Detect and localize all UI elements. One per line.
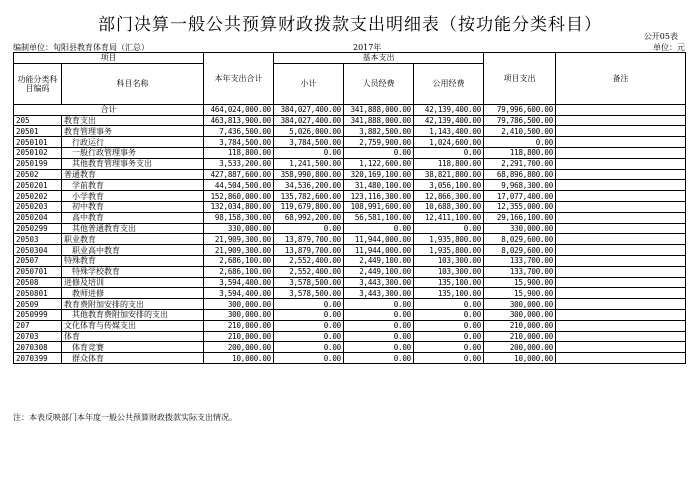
row-public: 103,300.00 [414, 266, 484, 277]
row-name: 其他教育管理事务支出 [62, 158, 204, 169]
row-code: 2050202 [14, 191, 62, 202]
row-total: 152,860,000.00 [204, 191, 274, 202]
row-project: 210,000.00 [484, 320, 556, 331]
row-name: 初中教育 [62, 201, 204, 212]
row-public: 3,056,100.00 [414, 180, 484, 191]
table-row [14, 201, 686, 212]
row-code: 2050304 [14, 245, 62, 256]
row-personnel: 320,169,100.00 [344, 169, 414, 180]
row-personnel: 11,944,000.00 [344, 234, 414, 245]
row-public: 12,411,100.00 [414, 212, 484, 223]
row-remarks [556, 245, 686, 256]
header-public: 公用经费 [414, 63, 484, 104]
table-row [14, 137, 686, 148]
row-project: 79,786,500.00 [484, 115, 556, 126]
total-amount: 464,024,000.00 [204, 104, 274, 115]
table-row [14, 147, 686, 158]
row-personnel: 2,449,100.00 [344, 255, 414, 266]
row-total: 210,000.00 [204, 331, 274, 342]
row-subtotal: 0.00 [274, 342, 344, 353]
row-code: 2050999 [14, 309, 62, 320]
table-row [14, 299, 686, 310]
row-name: 文化体育与传媒支出 [62, 320, 204, 331]
row-code: 2050801 [14, 288, 62, 299]
row-code: 2070399 [14, 353, 62, 364]
row-name: 体育竞赛 [62, 342, 204, 353]
row-public: 135,100.00 [414, 277, 484, 288]
row-remarks [556, 299, 686, 310]
table-row [14, 277, 686, 288]
row-total: 210,000.00 [204, 320, 274, 331]
row-total: 21,909,300.00 [204, 234, 274, 245]
row-public: 103,300.00 [414, 255, 484, 266]
row-project: 8,029,600.00 [484, 234, 556, 245]
row-remarks [556, 342, 686, 353]
row-personnel: 0.00 [344, 320, 414, 331]
row-personnel: 0.00 [344, 331, 414, 342]
row-name: 教育管理事务 [62, 126, 204, 137]
header-row-1 [14, 53, 686, 64]
row-total: 3,533,200.00 [204, 158, 274, 169]
row-subtotal: 384,027,400.00 [274, 115, 344, 126]
total-personnel: 341,888,000.00 [344, 104, 414, 115]
footnote: 注：本表反映部门本年度一般公共预算财政拨款实际支出情况。 [13, 413, 237, 422]
row-name: 行政运行 [62, 137, 204, 148]
row-code: 207 [14, 320, 62, 331]
row-remarks [556, 320, 686, 331]
row-code: 2050199 [14, 158, 62, 169]
row-name: 教育支出 [62, 115, 204, 126]
row-project: 10,000.00 [484, 353, 556, 364]
row-subtotal: 1,241,500.00 [274, 158, 344, 169]
row-personnel: 108,991,600.00 [344, 201, 414, 212]
row-project: 133,700.00 [484, 255, 556, 266]
row-personnel: 341,888,000.00 [344, 115, 414, 126]
row-remarks [556, 169, 686, 180]
row-remarks [556, 309, 686, 320]
row-remarks [556, 277, 686, 288]
table-row [14, 331, 686, 342]
row-name: 普通教育 [62, 169, 204, 180]
report-meta [13, 42, 685, 52]
row-remarks [556, 223, 686, 234]
row-remarks [556, 137, 686, 148]
row-subtotal: 0.00 [274, 320, 344, 331]
header-subject: 项目 [14, 53, 204, 64]
row-name: 教师进修 [62, 288, 204, 299]
row-total: 463,813,900.00 [204, 115, 274, 126]
row-public: 118,800.00 [414, 158, 484, 169]
row-project: 330,000.00 [484, 223, 556, 234]
header-code: 功能分类科目编码 [14, 63, 62, 104]
row-public: 0.00 [414, 299, 484, 310]
row-personnel: 2,449,100.00 [344, 266, 414, 277]
row-remarks [556, 126, 686, 137]
row-personnel: 0.00 [344, 342, 414, 353]
row-name: 特殊学校教育 [62, 266, 204, 277]
row-personnel: 31,480,100.00 [344, 180, 414, 191]
row-remarks [556, 255, 686, 266]
row-total: 300,000.00 [204, 299, 274, 310]
row-subtotal: 13,879,700.00 [274, 245, 344, 256]
row-project: 68,896,800.00 [484, 169, 556, 180]
row-subtotal: 0.00 [274, 223, 344, 234]
table-row [14, 191, 686, 202]
row-subtotal: 0.00 [274, 299, 344, 310]
row-code: 2070308 [14, 342, 62, 353]
row-project: 133,700.00 [484, 266, 556, 277]
row-personnel: 3,882,500.00 [344, 126, 414, 137]
table-row [14, 320, 686, 331]
row-public: 1,024,600.00 [414, 137, 484, 148]
row-project: 17,077,400.00 [484, 191, 556, 202]
row-name: 特殊教育 [62, 255, 204, 266]
row-public: 42,139,400.00 [414, 115, 484, 126]
row-remarks [556, 266, 686, 277]
reporting-unit: 编制单位：旬阳县教育体育局（汇总） [13, 43, 149, 52]
table-row [14, 288, 686, 299]
row-project: 300,000.00 [484, 309, 556, 320]
row-project: 2,410,500.00 [484, 126, 556, 137]
expenditure-table [13, 52, 686, 364]
row-project: 300,000.00 [484, 299, 556, 310]
row-code: 2050203 [14, 201, 62, 212]
row-public: 1,143,400.00 [414, 126, 484, 137]
header-project: 项目支出 [484, 53, 556, 105]
row-remarks [556, 331, 686, 342]
total-public: 42,139,400.00 [414, 104, 484, 115]
row-public: 0.00 [414, 320, 484, 331]
row-code: 20501 [14, 126, 62, 137]
total-row [14, 104, 686, 115]
row-code: 20507 [14, 255, 62, 266]
row-public: 0.00 [414, 147, 484, 158]
row-personnel: 123,116,300.00 [344, 191, 414, 202]
row-subtotal: 358,990,800.00 [274, 169, 344, 180]
total-label: 合计 [14, 104, 204, 115]
row-personnel: 0.00 [344, 353, 414, 364]
row-subtotal: 2,552,400.00 [274, 266, 344, 277]
table-row [14, 223, 686, 234]
row-name: 其他普通教育支出 [62, 223, 204, 234]
row-subtotal: 135,782,600.00 [274, 191, 344, 202]
row-project: 9,968,300.00 [484, 180, 556, 191]
table-row [14, 309, 686, 320]
row-public: 0.00 [414, 342, 484, 353]
row-personnel: 0.00 [344, 147, 414, 158]
row-public: 135,100.00 [414, 288, 484, 299]
total-project: 79,996,600.00 [484, 104, 556, 115]
row-personnel: 2,759,900.00 [344, 137, 414, 148]
row-public: 0.00 [414, 331, 484, 342]
row-total: 3,594,400.00 [204, 277, 274, 288]
row-subtotal: 119,679,800.00 [274, 201, 344, 212]
row-total: 132,034,800.00 [204, 201, 274, 212]
row-subtotal: 0.00 [274, 309, 344, 320]
row-public: 0.00 [414, 223, 484, 234]
row-project: 0.00 [484, 137, 556, 148]
row-total: 3,594,400.00 [204, 288, 274, 299]
row-remarks [556, 201, 686, 212]
row-remarks [556, 158, 686, 169]
row-project: 29,166,100.00 [484, 212, 556, 223]
row-total: 330,000.00 [204, 223, 274, 234]
row-total: 21,909,300.00 [204, 245, 274, 256]
header-name: 科目名称 [62, 63, 204, 104]
row-remarks [556, 234, 686, 245]
row-name: 高中教育 [62, 212, 204, 223]
row-name: 其他教育费附加安排的支出 [62, 309, 204, 320]
row-name: 职业高中教育 [62, 245, 204, 256]
row-public: 12,866,300.00 [414, 191, 484, 202]
row-subtotal: 3,578,500.00 [274, 277, 344, 288]
row-code: 205 [14, 115, 62, 126]
row-code: 2050101 [14, 137, 62, 148]
row-name: 体育 [62, 331, 204, 342]
row-total: 44,504,500.00 [204, 180, 274, 191]
row-code: 2050701 [14, 266, 62, 277]
row-project: 2,291,700.00 [484, 158, 556, 169]
row-project: 200,000.00 [484, 342, 556, 353]
row-project: 210,000.00 [484, 331, 556, 342]
table-row [14, 255, 686, 266]
row-total: 427,887,600.00 [204, 169, 274, 180]
row-subtotal: 3,784,500.00 [274, 137, 344, 148]
header-basic: 基本支出 [274, 53, 484, 64]
row-subtotal: 0.00 [274, 331, 344, 342]
row-code: 20503 [14, 234, 62, 245]
row-personnel: 3,443,300.00 [344, 277, 414, 288]
row-total: 2,686,100.00 [204, 255, 274, 266]
row-total: 3,784,500.00 [204, 137, 274, 148]
report-title: 部门决算一般公共预算财政拨款支出明细表（按功能分类科目） [98, 15, 602, 35]
row-personnel: 56,581,100.00 [344, 212, 414, 223]
row-personnel: 0.00 [344, 223, 414, 234]
row-code: 2050204 [14, 212, 62, 223]
row-name: 进修及培训 [62, 277, 204, 288]
table-row [14, 126, 686, 137]
row-project: 118,800.00 [484, 147, 556, 158]
row-code: 2050299 [14, 223, 62, 234]
row-remarks [556, 212, 686, 223]
header-total: 本年支出合计 [204, 53, 274, 105]
table-row [14, 234, 686, 245]
total-remarks [556, 104, 686, 115]
row-remarks [556, 191, 686, 202]
row-total: 200,000.00 [204, 342, 274, 353]
row-subtotal: 0.00 [274, 147, 344, 158]
row-total: 10,000.00 [204, 353, 274, 364]
row-personnel: 1,122,600.00 [344, 158, 414, 169]
row-name: 群众体育 [62, 353, 204, 364]
currency-unit: 单位：元 [653, 43, 685, 52]
row-public: 0.00 [414, 309, 484, 320]
row-total: 118,800.00 [204, 147, 274, 158]
row-name: 教育费附加安排的支出 [62, 299, 204, 310]
row-remarks [556, 288, 686, 299]
report-year: 2017年 [353, 43, 382, 52]
table-row [14, 353, 686, 364]
row-name: 一般行政管理事务 [62, 147, 204, 158]
row-name: 职业教育 [62, 234, 204, 245]
row-subtotal: 0.00 [274, 353, 344, 364]
header-personnel: 人员经费 [344, 63, 414, 104]
header-subtotal: 小计 [274, 63, 344, 104]
row-total: 7,436,500.00 [204, 126, 274, 137]
table-row [14, 180, 686, 191]
row-project: 12,355,000.00 [484, 201, 556, 212]
row-remarks [556, 115, 686, 126]
row-code: 20508 [14, 277, 62, 288]
row-total: 2,686,100.00 [204, 266, 274, 277]
header-remarks: 备注 [556, 53, 686, 105]
row-public: 1,935,800.00 [414, 234, 484, 245]
row-personnel: 3,443,300.00 [344, 288, 414, 299]
row-project: 8,029,600.00 [484, 245, 556, 256]
row-code: 20502 [14, 169, 62, 180]
row-code: 20703 [14, 331, 62, 342]
row-public: 1,935,800.00 [414, 245, 484, 256]
row-public: 0.00 [414, 353, 484, 364]
row-subtotal: 68,992,200.00 [274, 212, 344, 223]
row-project: 15,900.00 [484, 277, 556, 288]
row-subtotal: 2,552,400.00 [274, 255, 344, 266]
row-code: 2050201 [14, 180, 62, 191]
row-remarks [556, 353, 686, 364]
table-row [14, 115, 686, 126]
row-project: 15,900.00 [484, 288, 556, 299]
row-code: 2050102 [14, 147, 62, 158]
row-personnel: 11,944,000.00 [344, 245, 414, 256]
row-subtotal: 5,026,000.00 [274, 126, 344, 137]
row-code: 20509 [14, 299, 62, 310]
table-row [14, 169, 686, 180]
row-name: 小学教育 [62, 191, 204, 202]
row-total: 98,158,300.00 [204, 212, 274, 223]
row-remarks [556, 180, 686, 191]
total-subtotal: 384,027,400.00 [274, 104, 344, 115]
row-total: 300,000.00 [204, 309, 274, 320]
row-personnel: 0.00 [344, 309, 414, 320]
row-personnel: 0.00 [344, 299, 414, 310]
table-row [14, 212, 686, 223]
table-row [14, 158, 686, 169]
row-public: 10,688,300.00 [414, 201, 484, 212]
form-code: 公开05表 [643, 32, 678, 41]
table-row [14, 342, 686, 353]
row-subtotal: 13,879,700.00 [274, 234, 344, 245]
table-row [14, 266, 686, 277]
row-remarks [556, 147, 686, 158]
row-subtotal: 3,578,500.00 [274, 288, 344, 299]
row-subtotal: 34,536,200.00 [274, 180, 344, 191]
row-name: 学前教育 [62, 180, 204, 191]
row-public: 38,821,800.00 [414, 169, 484, 180]
table-row [14, 245, 686, 256]
